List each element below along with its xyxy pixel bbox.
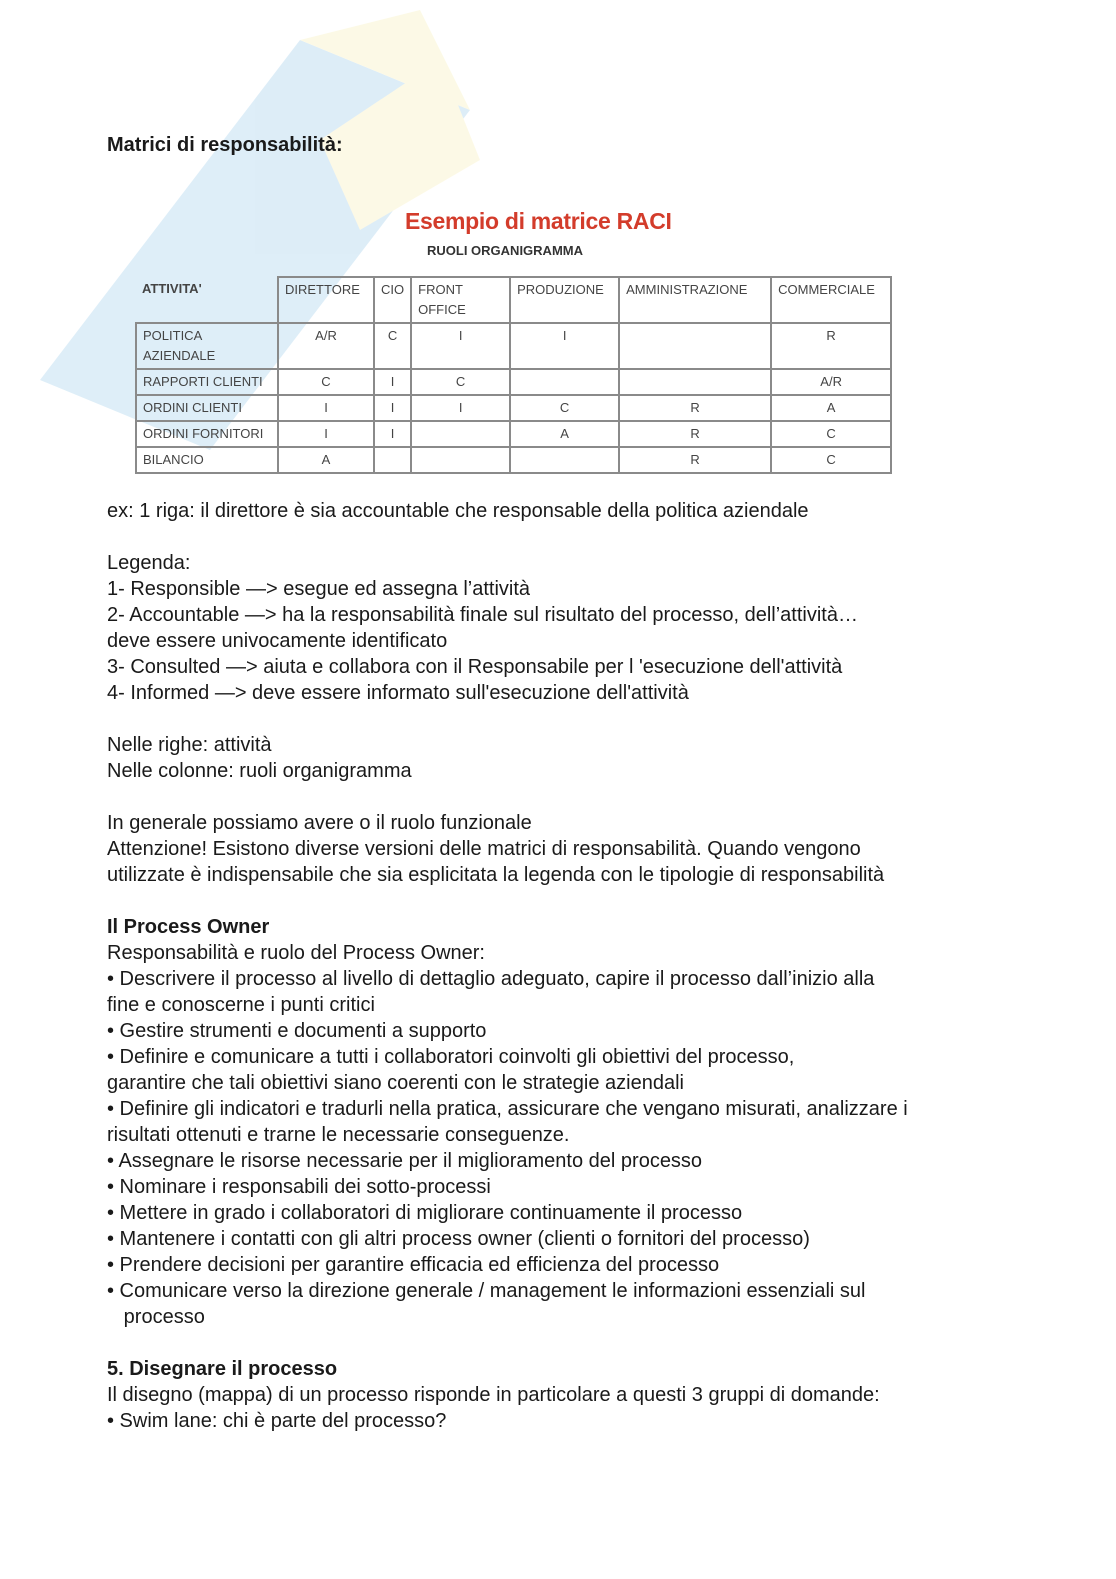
raci-cell: I xyxy=(374,395,411,421)
table-row xyxy=(136,421,891,447)
legend-item: 4- Informed —> deve essere informato sull'esecuzione dell'attività xyxy=(107,682,689,704)
document-page xyxy=(107,132,1007,1434)
rows-note: Nelle righe: attività xyxy=(107,734,272,756)
raci-cell: R xyxy=(619,447,771,473)
raci-cell: A xyxy=(771,395,891,421)
raci-cell: I xyxy=(510,323,619,369)
section-title-raci: Matrici di responsabilità: xyxy=(107,134,343,156)
raci-cell: I xyxy=(411,323,510,369)
column-header: AMMINISTRAZIONE xyxy=(619,277,771,323)
raci-cell xyxy=(374,447,411,473)
figure-title: Esempio di matrice RACI xyxy=(405,208,672,234)
raci-cell: I xyxy=(374,421,411,447)
legend-item: 2- Accountable —> ha la responsabilità finale sul risultato del processo, dell’attività… xyxy=(107,604,858,626)
process-owner-line: • Definire gli indicatori e tradurli nella pratica, assicurare che vengano misurati, analizzare i xyxy=(107,1098,908,1120)
table-row xyxy=(136,369,891,395)
section5-line: Il disegno (mappa) di un processo risponde in particolare a questi 3 gruppi di domande: xyxy=(107,1384,880,1406)
raci-cell: R xyxy=(619,421,771,447)
table-header-row xyxy=(136,277,891,323)
raci-cell: R xyxy=(771,323,891,369)
legend-item: 1- Responsible —> esegue ed assegna l’attività xyxy=(107,578,531,600)
figure-subtitle: RUOLI ORGANIGRAMMA xyxy=(427,243,583,258)
table-row xyxy=(136,323,891,369)
table-row xyxy=(136,395,891,421)
corner-label: ATTIVITA' xyxy=(142,281,202,296)
process-owner-line: • Nominare i responsabili dei sotto-processi xyxy=(107,1176,491,1198)
raci-cell: C xyxy=(411,369,510,395)
activity-cell: BILANCIO xyxy=(136,447,278,473)
raci-cell xyxy=(510,369,619,395)
process-owner-line: processo xyxy=(107,1306,205,1328)
table-row xyxy=(136,447,891,473)
raci-cell xyxy=(411,421,510,447)
process-owner-line: • Comunicare verso la direzione generale / management le informazioni essenziali sul xyxy=(107,1280,866,1302)
process-owner-line: fine e conoscerne i punti critici xyxy=(107,994,375,1016)
process-owner-line: • Mettere in grado i collaboratori di migliorare continuamente il processo xyxy=(107,1202,743,1224)
raci-cell: I xyxy=(278,395,374,421)
raci-cell: C xyxy=(771,447,891,473)
raci-cell: C xyxy=(510,395,619,421)
raci-cell: I xyxy=(278,421,374,447)
general-text: In generale possiamo avere o il ruolo funzionale xyxy=(107,812,532,834)
activity-cell: ORDINI CLIENTI xyxy=(136,395,278,421)
raci-cell: A/R xyxy=(771,369,891,395)
raci-cell xyxy=(619,369,771,395)
example-text: ex: 1 riga: il direttore è sia accountable che responsable della politica aziendale xyxy=(107,500,809,522)
process-owner-line: • Descrivere il processo al livello di dettaglio adeguato, capire il processo dall’inizio alla xyxy=(107,968,875,990)
column-header: DIRETTORE xyxy=(278,277,374,323)
process-owner-line: • Prendere decisioni per garantire efficacia ed efficienza del processo xyxy=(107,1254,720,1276)
raci-cell xyxy=(619,323,771,369)
section-title-disegnare: 5. Disegnare il processo xyxy=(107,1358,338,1380)
process-owner-line: • Assegnare le risorse necessarie per il miglioramento del processo xyxy=(107,1150,703,1172)
raci-cell: I xyxy=(374,369,411,395)
section5-line: • Swim lane: chi è parte del processo? xyxy=(107,1410,447,1432)
process-owner-line: • Mantenere i contatti con gli altri process owner (clienti o fornitori del processo) xyxy=(107,1228,810,1250)
raci-cell: A xyxy=(510,421,619,447)
column-header: COMMERCIALE xyxy=(771,277,891,323)
process-owner-line: garantire che tali obiettivi siano coerenti con le strategie aziendali xyxy=(107,1072,685,1094)
raci-cell: A xyxy=(278,447,374,473)
raci-table xyxy=(135,276,892,474)
section-title-process-owner: Il Process Owner xyxy=(107,916,270,938)
process-owner-line: • Definire e comunicare a tutti i collaboratori coinvolti gli obiettivi del processo, xyxy=(107,1046,795,1068)
column-header: FRONT OFFICE xyxy=(411,277,510,323)
column-header: CIO xyxy=(374,277,411,323)
process-owner-line: risultati ottenuti e trarne le necessarie conseguenze. xyxy=(107,1124,570,1146)
raci-figure xyxy=(107,158,1007,498)
column-header: PRODUZIONE xyxy=(510,277,619,323)
raci-cell xyxy=(510,447,619,473)
raci-cell: R xyxy=(619,395,771,421)
general-text: Attenzione! Esistono diverse versioni delle matrici di responsabilità. Quando vengono xyxy=(107,838,861,860)
process-owner-intro: Responsabilità e ruolo del Process Owner: xyxy=(107,942,485,964)
raci-cell: C xyxy=(771,421,891,447)
activity-cell: RAPPORTI CLIENTI xyxy=(136,369,278,395)
raci-cell xyxy=(411,447,510,473)
process-owner-line: • Gestire strumenti e documenti a supporto xyxy=(107,1020,487,1042)
legend-item: 3- Consulted —> aiuta e collabora con il Responsabile per l 'esecuzione dell'attività xyxy=(107,656,843,678)
raci-cell: C xyxy=(374,323,411,369)
legend-item: deve essere univocamente identificato xyxy=(107,630,448,652)
general-text: utilizzate è indispensabile che sia esplicitata la legenda con le tipologie di responsabilità xyxy=(107,864,885,886)
raci-cell: A/R xyxy=(278,323,374,369)
legend-label: Legenda: xyxy=(107,552,191,574)
activity-cell: ORDINI FORNITORI xyxy=(136,421,278,447)
activity-cell: POLITICA AZIENDALE xyxy=(136,323,278,369)
cols-note: Nelle colonne: ruoli organigramma xyxy=(107,760,412,782)
raci-cell: C xyxy=(278,369,374,395)
raci-cell: I xyxy=(411,395,510,421)
